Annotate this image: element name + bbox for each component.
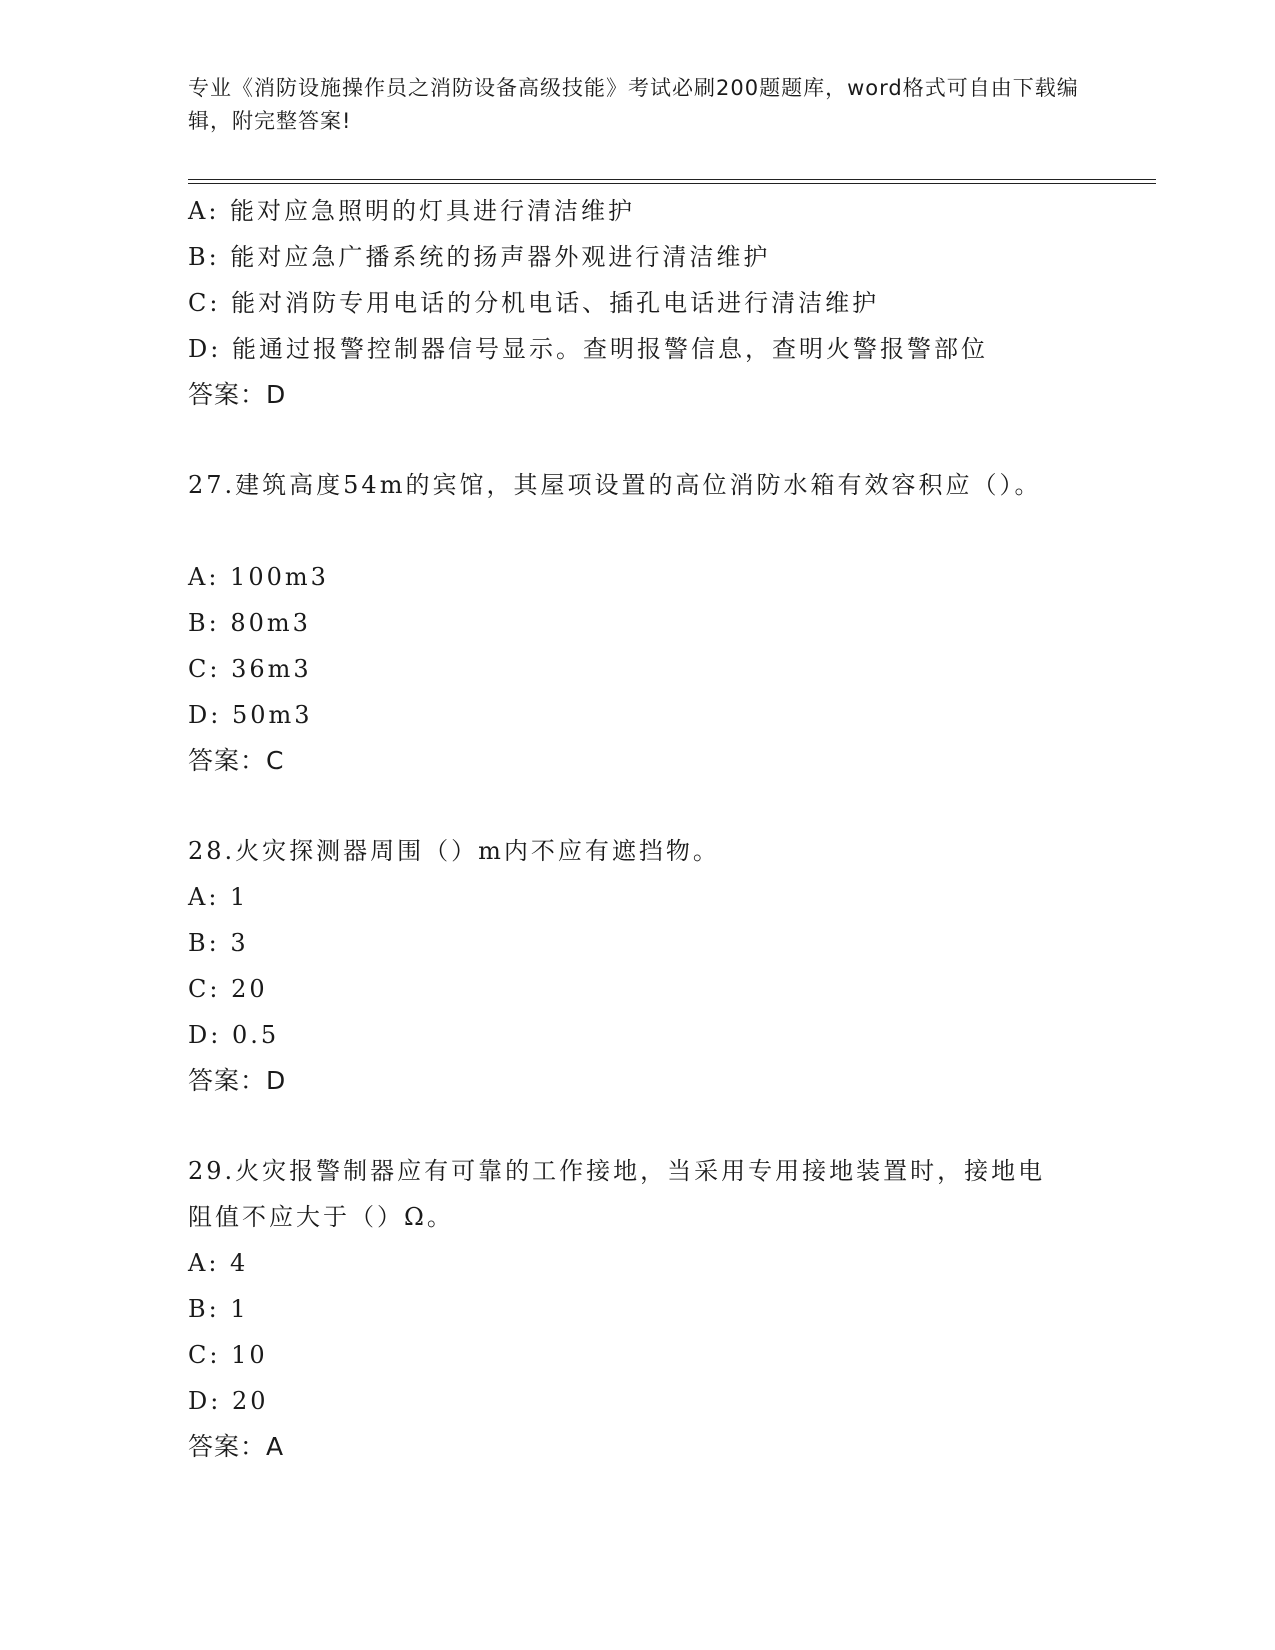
header-title: 专业《消防设施操作员之消防设备高级技能》考试必刷200题题库，word格式可自由下载编辑，附完整答案! xyxy=(188,76,1079,133)
option-b: B: 3 xyxy=(188,929,249,957)
option-c: C: 能对消防专用电话的分机电话、插孔电话进行清洁维护 xyxy=(188,289,880,317)
spacer xyxy=(188,784,1088,828)
answer-line: 答案：D xyxy=(188,380,287,409)
option-c: C: 36m3 xyxy=(188,655,312,683)
option-b: B: 能对应急广播系统的扬声器外观进行清洁维护 xyxy=(188,243,771,271)
option-a: A: 100m3 xyxy=(188,563,329,591)
option-b: B: 80m3 xyxy=(188,609,311,637)
question-text: 28.火灾探测器周围（）m内不应有遮挡物。 xyxy=(188,837,720,865)
option-d: D: 能通过报警控制器信号显示。查明报警信息，查明火警报警部位 xyxy=(188,335,988,363)
option-a: A: 能对应急照明的灯具进行清洁维护 xyxy=(188,197,636,225)
header-divider-bottom xyxy=(188,183,1156,184)
question-block-26 xyxy=(188,188,1088,418)
document-header xyxy=(188,72,1088,138)
option-a: A: 4 xyxy=(188,1249,249,1277)
question-list xyxy=(188,188,1088,1470)
answer-line: 答案：C xyxy=(188,746,285,775)
option-d: D: 50m3 xyxy=(188,701,313,729)
option-d: D: 20 xyxy=(188,1387,269,1415)
question-text: 29.火灾报警制器应有可靠的工作接地，当采用专用接地装置时，接地电阻值不应大于（）Ω。 xyxy=(188,1157,1046,1231)
spacer xyxy=(188,1104,1088,1148)
option-c: C: 20 xyxy=(188,975,268,1003)
question-text: 27.建筑高度54m的宾馆，其屋项设置的高位消防水箱有效容积应（）。 xyxy=(188,471,1042,499)
option-a: A: 1 xyxy=(188,883,249,911)
question-block-29 xyxy=(188,1148,1088,1470)
option-b: B: 1 xyxy=(188,1295,249,1323)
option-d: D: 0.5 xyxy=(188,1021,280,1049)
header-divider-top xyxy=(188,179,1156,180)
question-block-27 xyxy=(188,462,1088,784)
answer-line: 答案：D xyxy=(188,1066,287,1095)
question-block-28 xyxy=(188,828,1088,1104)
option-c: C: 10 xyxy=(188,1341,268,1369)
answer-line: 答案：A xyxy=(188,1432,285,1461)
spacer xyxy=(188,418,1088,462)
